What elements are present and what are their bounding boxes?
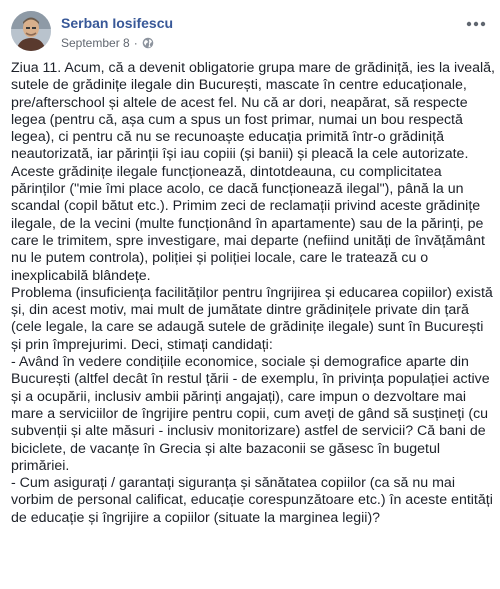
meta-separator: ·: [133, 36, 138, 50]
post-date[interactable]: September 8: [61, 36, 130, 50]
post-paragraph: Problema (insuficiența facilităților pentru îngrijirea și educarea copiilor) există și, din acest motiv, mai mult de jumătate dintre grădinițele private din țară (cele legale, la care se adaugă sutele de grădinițe ilegale) sunt în București și prin împrejurimi. Deci, stimați candidați:: [11, 284, 493, 353]
post-body: [11, 60, 495, 527]
globe-icon[interactable]: [142, 37, 154, 49]
post-paragraph: - Având în vedere condițiile economice, sociale și demografice aparte din București (altfel decât în restul țării - de exemplu, în privința populației active și a ocupării, inclusiv ambii părinți angajați), care impun o dezvoltare mai mare a serviciilor de îngrijire pentru copii, cum aveți de gând să susțineți (cu subvenții și alte măsuri - inclusiv monitorizare) astfel de servicii? Că bani de biciclete, de vacanțe în Grecia și alte bazaconii se găsesc în bugetul primăriei.: [11, 354, 490, 474]
post-paragraph: Ziua 11. Acum, că a devenit obligatorie grupa mare de grădiniță, ies la iveală, sutele de grădinițe ilegale din București, mascate în centre educaționale, pre/afterschool și altele de acest fel. Nu că ar dori, neapărat, să respecte legea (pentru că, așa cum a spus un fost primar, numai un bou respectă legea), ci pentru că nu se recunoaște educația primită într-o grădiniță neautorizată, iar părinții își iau copiii (și banii) și pleacă la cele autorizate.: [11, 60, 495, 163]
post-paragraph: Aceste grădinițe ilegale funcționează, dintotdeauna, cu complicitatea părinților ("mie îmi place acolo, ce dacă funcționează ilegal"), până la un scandal (copil bătut etc.). Primim zeci de reclamații privind aceste grădinițe ilegale, de la vecini (multe funcționând în apartamente) sau de la părinți, pe care le trimitem, spre investigare, mai departe (nefiind unități de învățământ nu le putem controla), poliției și poliției locale, care le tratează cu o inexplicabilă blândețe.: [11, 163, 485, 284]
avatar-image: [11, 11, 51, 51]
post-meta: [61, 36, 154, 50]
post-paragraph: - Cum asigurați / garantați siguranța și sănătatea copiilor (ca să nu mai vorbim de personal calificat, educație corespunzătoare etc.) în aceste entități de educație și îngrijire a copiilor (situate la marginea legii)?: [11, 475, 493, 526]
post-header: [11, 8, 492, 56]
avatar[interactable]: [11, 11, 51, 51]
author-name[interactable]: Serban Iosifescu: [61, 15, 174, 31]
more-options-icon[interactable]: [464, 14, 488, 34]
